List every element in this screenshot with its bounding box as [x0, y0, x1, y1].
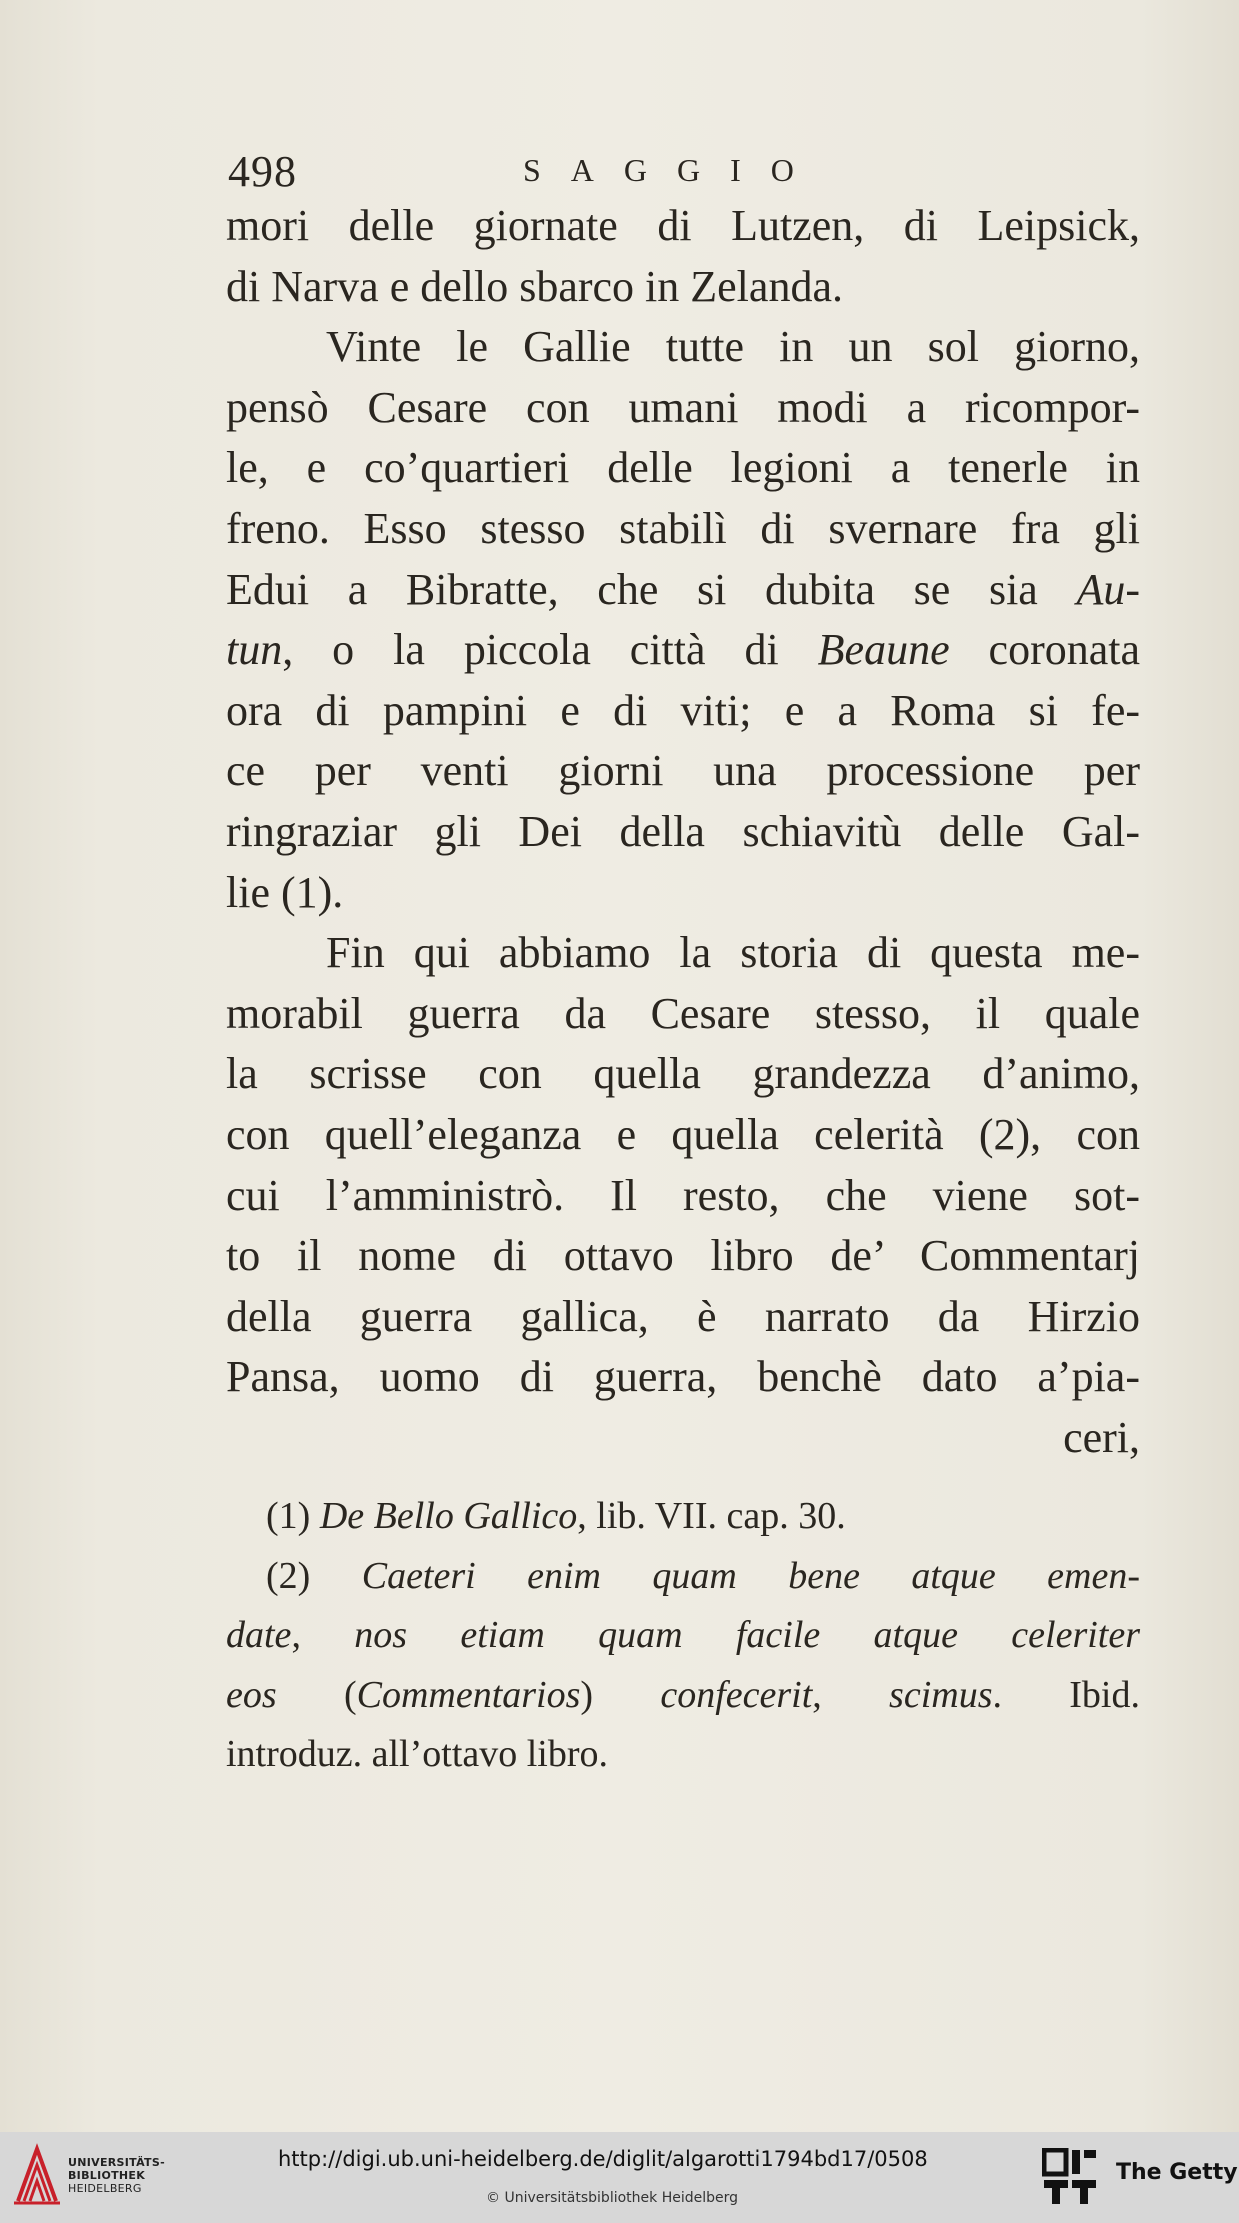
- viewer-footer: [0, 2132, 1239, 2223]
- text-run: ,: [812, 1673, 890, 1716]
- text-line: lie (1).: [226, 867, 344, 917]
- italic-text: eos: [226, 1673, 277, 1716]
- university-library-name: [68, 2156, 165, 2195]
- text-line: la scrisse con quella grandezza d’animo,: [226, 1049, 1140, 1099]
- footnote-line: [226, 1666, 1140, 1726]
- library-name-line3: HEIDELBERG: [68, 2182, 142, 2195]
- italic-text: confecerit: [660, 1673, 813, 1716]
- footnotes: [226, 1487, 1140, 1785]
- italic-text: tun: [226, 625, 283, 675]
- permalink-url[interactable]: http://digi.ub.uni-heidelberg.de/diglit/algarotti1794bd17/0508: [278, 2147, 928, 2171]
- footnote-line: [226, 1547, 1140, 1607]
- italic-text: Caeteri enim quam bene atque emen-: [361, 1554, 1140, 1597]
- footnote-line: introduz. all’ottavo libro.: [226, 1733, 609, 1776]
- italic-text: scimus: [889, 1673, 993, 1716]
- text-run: ,: [291, 1614, 355, 1657]
- text-line: Fin qui abbiamo la storia di questa me-: [326, 928, 1140, 978]
- text-line: Pansa, uomo di guerra, benchè dato a’pia-: [226, 1352, 1140, 1402]
- text-run: (1): [266, 1495, 320, 1537]
- text-run: . Ibid.: [992, 1673, 1140, 1716]
- text-line: morabil guerra da Cesare stesso, il quale: [226, 988, 1140, 1038]
- text-run: Edui a Bibratte, che si dubita se sia: [226, 564, 1077, 614]
- getty-logo-icon: [1042, 2148, 1098, 2206]
- body-text: [226, 196, 1140, 1468]
- page-header: [228, 146, 1128, 196]
- copyright-notice: © Universitätsbibliothek Heidelberg: [486, 2190, 739, 2206]
- text-line: con quell’eleganza e quella celerità (2), con: [226, 1109, 1140, 1159]
- text-line: ceri,: [1063, 1412, 1140, 1462]
- text-run: , lib. VII. cap. 30.: [577, 1495, 846, 1537]
- text-line: [226, 560, 1140, 621]
- italic-text: De Bello Gallico: [319, 1495, 578, 1537]
- text-line: pensò Cesare con umani modi a ricompor-: [226, 382, 1140, 432]
- library-name-line1: UNIVERSITÄTS-: [68, 2156, 165, 2169]
- text-line: cui l’amministrò. Il resto, che viene sot-: [226, 1170, 1140, 1220]
- library-name-line2: BIBLIOTHEK: [68, 2169, 146, 2182]
- footnote-line: [226, 1487, 1140, 1547]
- text-line: ringraziar gli Dei della schiavitù delle Gal-: [226, 806, 1140, 856]
- running-title: SAGGIO: [523, 152, 824, 188]
- text-line: [226, 620, 1140, 681]
- text-line: freno. Esso stesso stabilì di svernare fra gli: [226, 503, 1140, 553]
- text-line: della guerra gallica, è narrato da Hirzio: [226, 1291, 1140, 1341]
- university-library-logo-icon: [12, 2143, 62, 2209]
- text-line: le, e co’quartieri delle legioni a tenerle in: [226, 443, 1140, 493]
- text-run: (2): [266, 1554, 362, 1597]
- text-line: ora di pampini e di viti; e a Roma si fe-: [226, 685, 1140, 735]
- text-run: (: [276, 1673, 357, 1716]
- footnote-line: [226, 1606, 1140, 1666]
- text-line: ce per venti giorni una processione per: [226, 746, 1140, 796]
- italic-text: nos etiam quam facile atque celeriter: [354, 1614, 1140, 1657]
- text-line: di Narva e dello sbarco in Zelanda.: [226, 261, 843, 311]
- italic-text: Commentarios: [356, 1673, 581, 1716]
- italic-text: Au-: [1076, 564, 1140, 614]
- italic-text: Beaune: [817, 625, 950, 675]
- text-line: Vinte le Gallie tutte in un sol giorno,: [326, 322, 1140, 372]
- getty-partner-name: The Getty: [1116, 2160, 1238, 2185]
- text-run: coronata: [949, 625, 1141, 675]
- text-run: , o la piccola città di: [282, 625, 818, 675]
- text-line: mori delle giornate di Lutzen, di Leipsick,: [226, 201, 1140, 250]
- italic-text: date: [226, 1614, 292, 1657]
- page-number: 498: [228, 147, 297, 196]
- text-line: to il nome di ottavo libro de’ Commentarj: [226, 1231, 1140, 1281]
- text-run: ): [580, 1673, 661, 1716]
